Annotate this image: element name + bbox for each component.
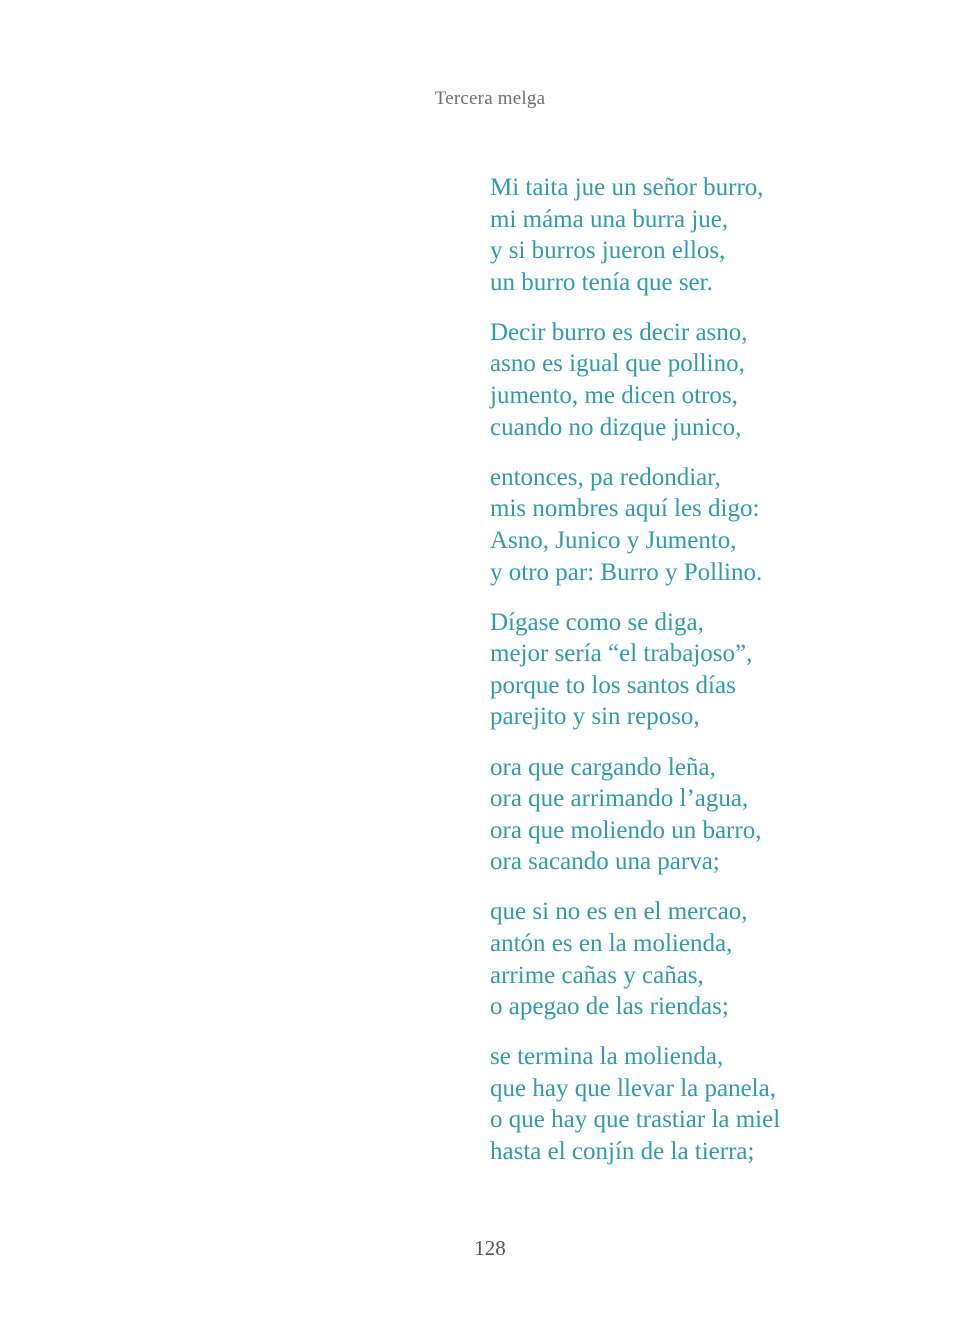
poem-line: Decir burro es decir asno, <box>490 318 748 346</box>
stanza <box>490 752 960 878</box>
poem-line: cuando no dizque junico, <box>490 413 742 441</box>
stanza <box>490 462 960 588</box>
poem-line: y otro par: Burro y Pollino. <box>490 558 763 586</box>
poem <box>490 172 960 1186</box>
running-head: Tercera melga <box>434 88 546 109</box>
poem-line: o que hay que trastiar la miel <box>490 1106 781 1134</box>
poem-line: se termina la molienda, <box>490 1043 724 1071</box>
stanza <box>490 317 960 443</box>
poem-line: ora que cargando leña, <box>490 753 716 781</box>
poem-line: ora sacando una parva; <box>490 848 720 876</box>
poem-line: antón es en la molienda, <box>490 929 733 957</box>
page-number: 128 <box>474 1236 506 1260</box>
poem-line: jumento, me dicen otros, <box>490 382 738 410</box>
poem-line: mi máma una burra jue, <box>490 205 729 233</box>
stanza <box>490 172 960 298</box>
poem-line: Dígase como se diga, <box>490 608 704 636</box>
poem-line: y si burros jueron ellos, <box>490 237 726 265</box>
poem-line: Mi taita jue un señor burro, <box>490 174 764 201</box>
poem-line: mejor sería “el trabajoso”, <box>490 640 753 668</box>
poem-line: Asno, Junico y Jumento, <box>490 526 737 554</box>
poem-line: un burro tenía que ser. <box>490 268 713 296</box>
stanza <box>490 607 960 733</box>
stanza <box>490 896 960 1022</box>
poem-line: arrime cañas y cañas, <box>490 961 704 989</box>
poem-line: porque to los santos días <box>490 671 736 699</box>
poem-line: que hay que llevar la panela, <box>490 1074 776 1102</box>
poem-line: ora que arrimando l’agua, <box>490 785 749 813</box>
poem-line: hasta el conjín de la tierra; <box>490 1138 755 1166</box>
poem-line: o apegao de las riendas; <box>490 993 729 1021</box>
poem-line: ora que moliendo un barro, <box>490 816 762 844</box>
poem-line: parejito y sin reposo, <box>490 703 700 731</box>
poem-line: mis nombres aquí les digo: <box>490 495 760 523</box>
stanza <box>490 1041 960 1167</box>
poem-line: entonces, pa redondiar, <box>490 463 721 491</box>
poem-line: que si no es en el mercao, <box>490 898 748 926</box>
poem-line: asno es igual que pollino, <box>490 350 745 378</box>
